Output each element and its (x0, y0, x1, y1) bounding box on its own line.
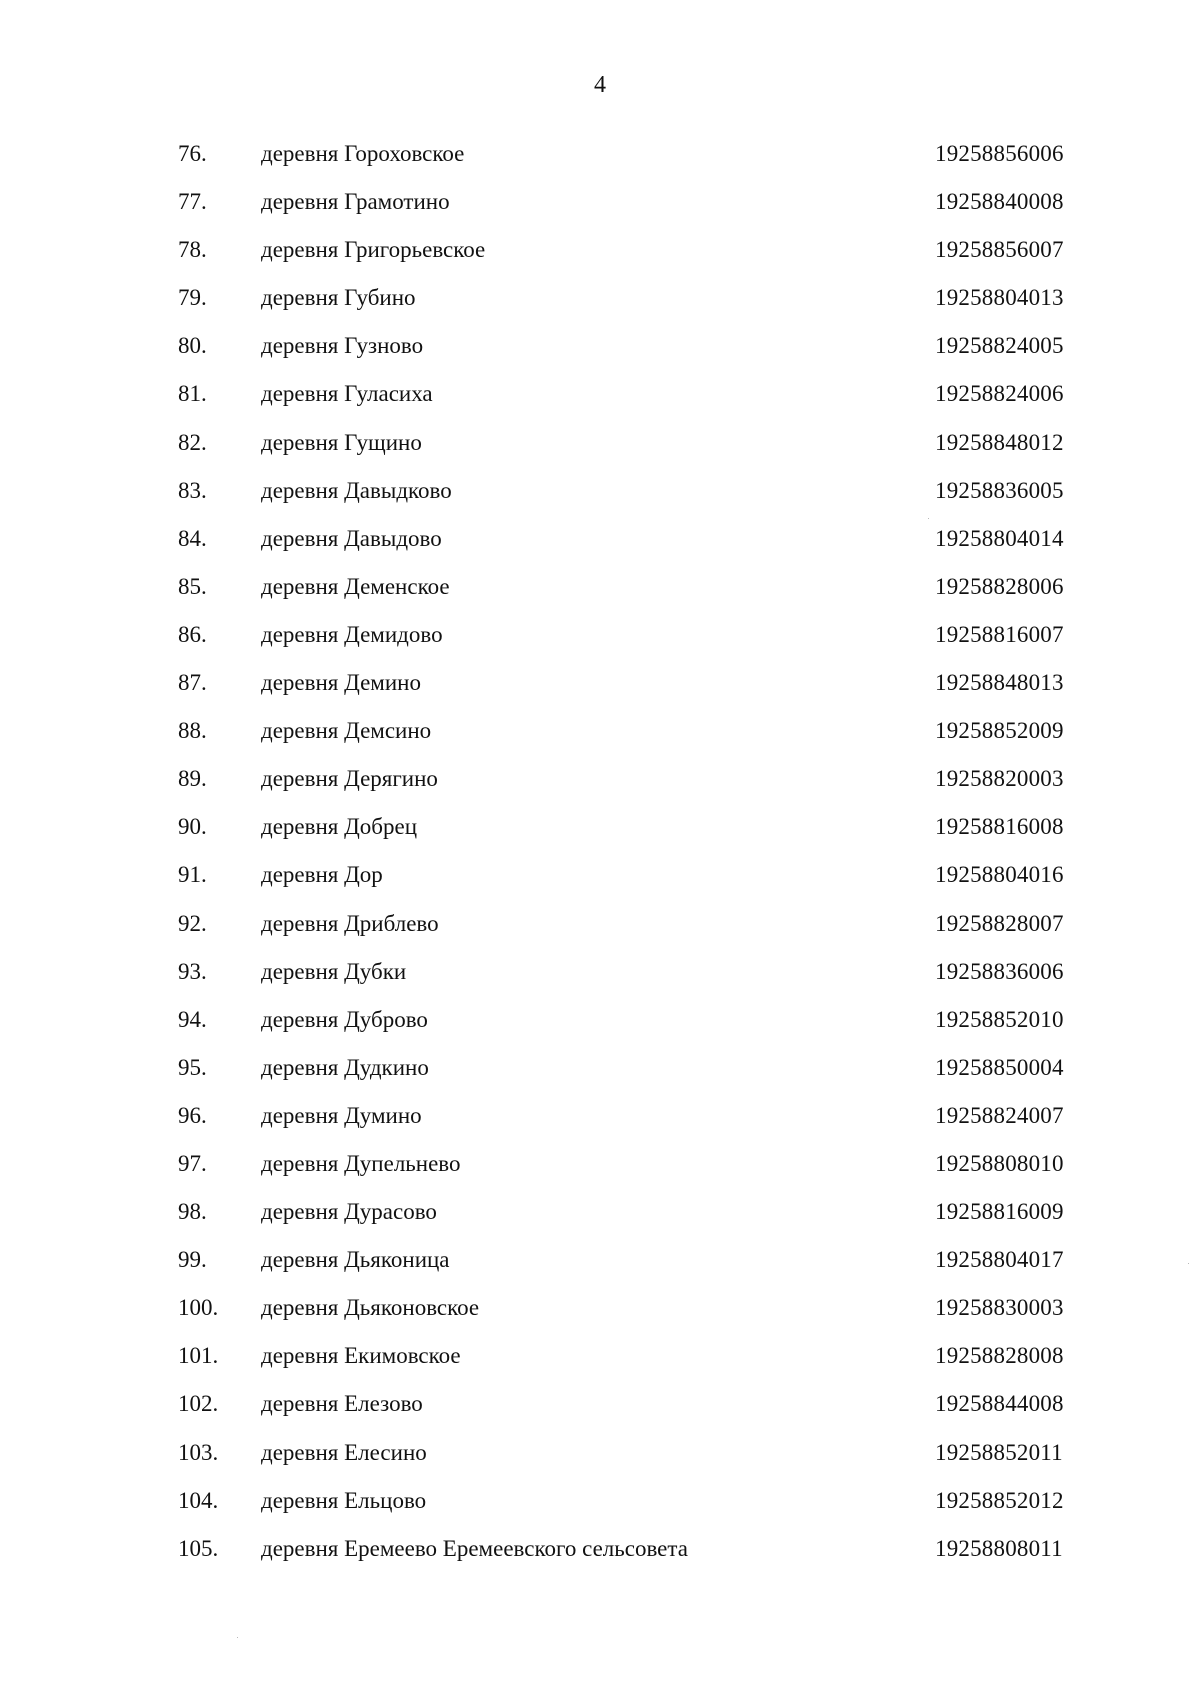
item-number: 89. (178, 766, 207, 792)
list-item (0, 1292, 1200, 1340)
item-number: 99. (178, 1247, 207, 1273)
settlement-name: деревня Демидово (261, 621, 443, 647)
item-number: 83. (178, 477, 207, 503)
okato-code: 19258824005 (935, 333, 1064, 359)
settlement-name: деревня Дьяконовское (261, 1295, 480, 1321)
okato-code: 19258820003 (935, 766, 1064, 792)
settlement-name: деревня Деменское (261, 573, 450, 599)
settlement-name: деревня Демино (261, 670, 421, 696)
list-item (0, 234, 1200, 282)
list-item (0, 1533, 1200, 1581)
okato-code: 19258824007 (935, 1102, 1064, 1128)
list-item (0, 1437, 1200, 1485)
item-number: 95. (178, 1054, 207, 1080)
list-item (0, 571, 1200, 619)
item-number: 91. (178, 862, 207, 888)
okato-code: 19258852009 (935, 718, 1064, 744)
list-item (0, 427, 1200, 475)
okato-code: 19258830003 (935, 1295, 1064, 1321)
item-number: 85. (178, 573, 207, 599)
settlement-name: деревня Губино (261, 285, 416, 311)
settlement-name: деревня Дриблево (261, 910, 439, 936)
settlement-name: деревня Дудкино (261, 1054, 429, 1080)
okato-code: 19258804014 (935, 525, 1064, 551)
settlement-name: деревня Демсино (261, 718, 432, 744)
item-number: 77. (178, 189, 207, 215)
okato-code: 19258856007 (935, 237, 1064, 263)
settlement-name: деревня Дубки (261, 958, 407, 984)
settlement-name: деревня Гуласиха (261, 381, 433, 407)
item-number: 105. (178, 1535, 219, 1561)
item-number: 78. (178, 237, 207, 263)
item-number: 87. (178, 670, 207, 696)
settlement-name: деревня Григорьевское (261, 237, 486, 263)
list-item (0, 956, 1200, 1004)
okato-code: 19258824006 (935, 381, 1064, 407)
item-number: 93. (178, 958, 207, 984)
item-number: 102. (178, 1391, 219, 1417)
list-item (0, 763, 1200, 811)
page-number: 4 (594, 72, 606, 98)
list-item (0, 619, 1200, 667)
settlement-name: деревня Гузново (261, 333, 424, 359)
list-item (0, 1148, 1200, 1196)
settlement-name: деревня Ельцово (261, 1487, 427, 1513)
okato-code: 19258848013 (935, 670, 1064, 696)
scan-speck (1188, 1263, 1189, 1264)
okato-code: 19258808010 (935, 1150, 1064, 1176)
item-number: 92. (178, 910, 207, 936)
okato-code: 19258836005 (935, 477, 1064, 503)
okato-code: 19258828008 (935, 1343, 1064, 1369)
settlement-name: деревня Гущино (261, 429, 422, 455)
okato-code: 19258804013 (935, 285, 1064, 311)
settlement-name: деревня Елесино (261, 1439, 427, 1465)
settlement-name: деревня Дуброво (261, 1006, 428, 1032)
settlement-list (0, 138, 1200, 1581)
list-item (0, 667, 1200, 715)
settlement-name: деревня Гороховское (261, 141, 465, 166)
okato-code: 19258852012 (935, 1487, 1064, 1513)
okato-code: 19258816008 (935, 814, 1064, 840)
list-item (0, 186, 1200, 234)
item-number: 90. (178, 814, 207, 840)
list-item (0, 330, 1200, 378)
list-item (0, 1485, 1200, 1533)
settlement-name: деревня Елезово (261, 1391, 423, 1417)
item-number: 79. (178, 285, 207, 311)
settlement-name: деревня Дьяконица (261, 1247, 450, 1273)
item-number: 96. (178, 1102, 207, 1128)
okato-code: 19258852010 (935, 1006, 1064, 1032)
list-item (0, 859, 1200, 907)
list-item (0, 138, 1200, 186)
item-number: 98. (178, 1199, 207, 1225)
item-number: 86. (178, 621, 207, 647)
item-number: 84. (178, 525, 207, 551)
item-number: 100. (178, 1295, 219, 1321)
item-number: 82. (178, 429, 207, 455)
scan-speck (237, 1637, 238, 1638)
item-number: 88. (178, 718, 207, 744)
item-number: 103. (178, 1439, 219, 1465)
list-item (0, 1100, 1200, 1148)
list-item (0, 475, 1200, 523)
okato-code: 19258828006 (935, 573, 1064, 599)
list-item (0, 1004, 1200, 1052)
list-item (0, 1052, 1200, 1100)
settlement-name: деревня Дор (261, 862, 383, 888)
okato-code: 19258848012 (935, 429, 1064, 455)
settlement-name: деревня Думино (261, 1102, 422, 1128)
list-item (0, 715, 1200, 763)
okato-code: 19258836006 (935, 958, 1064, 984)
settlement-name: деревня Дупельнево (261, 1150, 461, 1176)
okato-code: 19258844008 (935, 1391, 1064, 1417)
item-number: 101. (178, 1343, 219, 1369)
okato-code: 19258840008 (935, 189, 1064, 215)
settlement-name: деревня Грамотино (261, 189, 450, 215)
item-number: 81. (178, 381, 207, 407)
settlement-name: деревня Давыдово (261, 525, 442, 551)
scan-speck (928, 518, 929, 519)
okato-code: 19258828007 (935, 910, 1064, 936)
okato-code: 19258816009 (935, 1199, 1064, 1225)
list-item (0, 523, 1200, 571)
okato-code: 19258808011 (935, 1535, 1063, 1561)
okato-code: 19258804017 (935, 1247, 1064, 1273)
okato-code: 19258852011 (935, 1439, 1063, 1465)
list-item (0, 378, 1200, 426)
settlement-name: деревня Дурасово (261, 1199, 437, 1225)
item-number: 94. (178, 1006, 207, 1032)
settlement-name: деревня Давыдково (261, 477, 452, 503)
okato-code: 19258804016 (935, 862, 1064, 888)
list-item (0, 1388, 1200, 1436)
settlement-name: деревня Екимовское (261, 1343, 461, 1369)
settlement-name: деревня Дерягино (261, 766, 438, 792)
okato-code: 19258856006 (935, 141, 1064, 166)
item-number: 97. (178, 1150, 207, 1176)
item-number: 104. (178, 1487, 219, 1513)
list-item (0, 282, 1200, 330)
settlement-name: деревня Добрец (261, 814, 418, 840)
list-item (0, 811, 1200, 859)
list-item (0, 908, 1200, 956)
item-number: 76. (178, 141, 207, 166)
list-item (0, 1196, 1200, 1244)
settlement-name: деревня Еремеево Еремеевского сельсовета (261, 1535, 688, 1561)
list-item (0, 1340, 1200, 1388)
item-number: 80. (178, 333, 207, 359)
okato-code: 19258816007 (935, 621, 1064, 647)
okato-code: 19258850004 (935, 1054, 1064, 1080)
list-item (0, 1244, 1200, 1292)
